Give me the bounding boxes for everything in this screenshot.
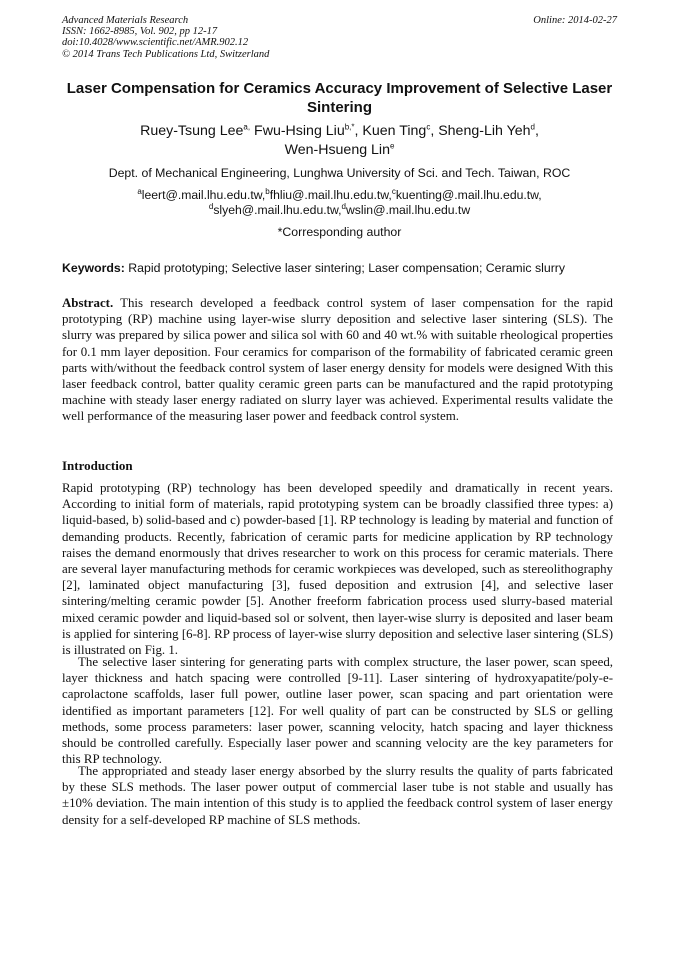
journal-name: Advanced Materials Research [62, 15, 189, 26]
abstract [62, 295, 613, 425]
online-date: Online: 2014-02-27 [533, 15, 617, 26]
email-address: kuenting@.mail.lhu.edu.tw, [395, 188, 542, 202]
email-sup: a [137, 186, 142, 196]
intro-paragraph-2: The selective laser sintering for generating parts with complex structure, the laser power, scan speed, layer thickness and hatch spacing were controlled [9-11]. Laser sintering of hydroxyapatite/poly-e-caprolactone scaffolds, laser full power, outline laser power, scan spacing and part orientation were identified as important parameters [12]. For well quality of part can be constructed by SLS or gelling methods, some process parameters: laser power, scanning velocity, hatch spacing and layer thickness should be controlled carefully. Especially laser power and scanning velocity are the key parameters for this RP technology. [62, 655, 613, 767]
keywords-label: Keywords: [62, 261, 125, 275]
author-name: Sheng-Lih Yeh [438, 123, 531, 139]
copyright-line: © 2014 Trans Tech Publications Ltd, Switzerland [62, 48, 270, 60]
author-sup: c [426, 122, 431, 132]
email-address: fhliu@.mail.lhu.edu.tw, [269, 188, 392, 202]
email-sup: b [265, 186, 270, 196]
email-address: slyeh@.mail.lhu.edu.tw, [213, 203, 342, 217]
email-list [62, 188, 617, 218]
issn-line: ISSN: 1662-8985, Vol. 902, pp 12-17 [62, 26, 218, 38]
author-name: Fwu-Hsing Liu [254, 123, 345, 139]
intro-paragraph-1: Rapid prototyping (RP) technology has been developed speedily and dramatically in recent years. According to initial form of materials, rapid prototyping system can be broadly classified three types: a) liquid-based, b) solid-based and c) powder-based [1]. RP technology is leading by material and function of demanding products. Recently, fabrication of ceramic parts for medicine application by RP technology raises the demand enormously that drives researcher to work on this process for ceramic materials. There are several layer manufacturing methods for ceramic workpieces was developed, such as stereolithography [2], laminated object manufacturing [3], fused deposition and extrusion [4], and selective laser sintering/melting ceramic powder [5]. Another freeform fabrication process used slurry-based material mixed ceramic powder and liquid-based sol or solvent, then layer-wise slurry is deposited and laser beam is applied for sintering [6-8]. RP process of layer-wise slurry deposition and selective laser sintering (SLS) is illustrated on Fig. 1. [62, 481, 613, 658]
email-sup: d [341, 201, 346, 211]
email-sup: d [208, 201, 214, 211]
author-sup: a, [243, 122, 251, 132]
author-sup: e [389, 141, 395, 151]
corresponding-author-note: *Corresponding author [277, 225, 402, 239]
email-sup: c [391, 186, 396, 196]
author-sup: b,* [344, 122, 355, 132]
author-name: Kuen Ting [362, 123, 427, 139]
affiliation: Dept. of Mechanical Engineering, Lunghwa University of Sci. and Tech. Taiwan, ROC [108, 166, 571, 180]
keywords [62, 260, 622, 276]
keywords-text: Rapid prototyping; Selective laser sintering; Laser compensation; Ceramic slurry [128, 261, 566, 275]
author-list: Ruey-Tsung Lee$^{a,}$ Fwu-Hsing Liu$^{b,*}$, Kuen Ting$^c$, Sheng-Lih Yeh$^d$, Wen-Hsueng Lin$^e$ [140, 122, 539, 158]
journal-header [62, 15, 617, 60]
abstract-label: Abstract. [62, 296, 114, 310]
author-sup: d [530, 122, 535, 132]
author-name: Wen-Hsueng Lin [284, 142, 390, 158]
email-address: wslin@.mail.lhu.edu.tw [345, 203, 471, 217]
author-name: Ruey-Tsung Lee [140, 123, 244, 139]
section-heading-introduction: Introduction [62, 458, 133, 473]
abstract-text: This research developed a feedback control system of laser compensation for the rapid prototyping (RP) machine using layer-wise slurry deposition and selective laser sintering (SLS). The slurry was prepared by silica power and silica sol with 60 and 40 wt.% with suitable rheological properties for 0.1 mm layer deposition. Four ceramics for comparison of the formability of fabricated ceramic green parts with/without the feedback control system of laser energy density for models were designed With this laser feedback control, batter quality ceramic green parts can be manufactured and the rapid prototyping machine with steady laser energy radiated on slurry layer was achieved. Experimental results validate the well performance of the measuring laser power and feedback control system. [62, 296, 613, 424]
intro-paragraph-3: The appropriated and steady laser energy absorbed by the slurry results the quality of parts fabricated by these SLS methods. The laser power output of commercial laser tube is not stable and usually has ±10% deviation. The main intention of this study is to applied the feedback control system of laser energy density for a self-developed RP machine of SLS methods. [62, 764, 613, 827]
email-address: leert@.mail.lhu.edu.tw, [141, 188, 266, 202]
paper-title: Laser Compensation for Ceramics Accuracy Improvement of Selective Laser Sintering [66, 80, 613, 116]
doi-line: doi:10.4028/www.scientific.net/AMR.902.12 [62, 37, 249, 49]
